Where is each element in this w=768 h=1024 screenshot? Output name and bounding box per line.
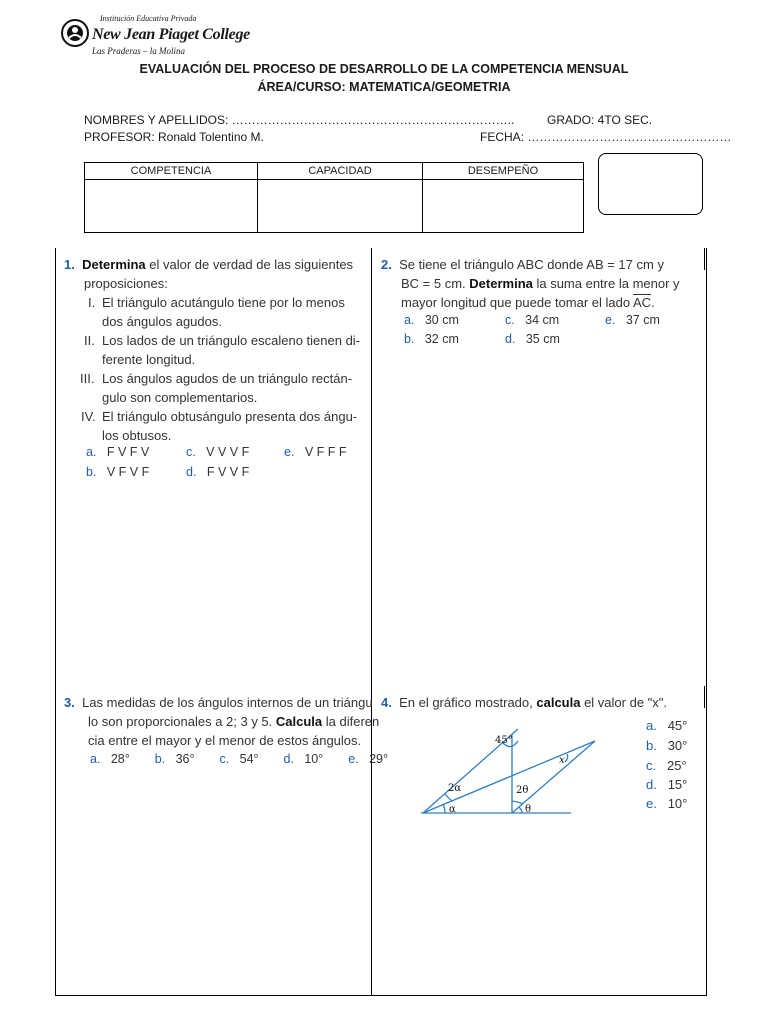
question-3 <box>64 693 388 769</box>
q3-option-d[interactable]: d. 10° <box>283 752 324 766</box>
column-divider <box>371 248 372 996</box>
q2-option-c[interactable]: c. 34 cm <box>505 313 560 327</box>
q1-prop2-l2: ferente longitud. <box>102 352 196 367</box>
date-field[interactable]: FECHA: …………………………………………… <box>480 130 732 144</box>
q4-option-b[interactable]: b. 30° <box>646 738 688 753</box>
figure-arc-2theta <box>512 801 523 804</box>
q3-option-a[interactable]: a. 28° <box>90 752 130 766</box>
q1-prop4-num: IV. <box>81 409 96 424</box>
q2-option-d[interactable]: d. 35 cm <box>505 332 560 346</box>
q1-prop3-l1: Los ángulos agudos de un triángulo rectán- <box>102 371 353 386</box>
q1-prop1-l2: dos ángulos agudos. <box>102 314 222 329</box>
q3-option-c[interactable]: c. 54° <box>219 752 259 766</box>
table-header-capacidad: CAPACIDAD <box>258 163 423 180</box>
q1-verb: Determina <box>82 257 146 272</box>
q1-prop2-num: II. <box>84 333 95 348</box>
figure-arc-alpha <box>443 804 445 813</box>
figure-label-45: 45° <box>495 735 513 746</box>
q1-prop4-l1: El triángulo obtusángulo presenta dos ángu- <box>102 409 358 424</box>
q1-text-line1: el valor de verdad de las siguientes <box>145 257 354 272</box>
q3-number: 3. <box>64 695 75 710</box>
figure-arc-2alpha <box>445 794 453 801</box>
q2-text-line2b: la suma entre la menor y <box>532 276 680 291</box>
table-cell-capacidad[interactable] <box>258 180 423 233</box>
q4-option-c[interactable]: c. 25° <box>646 758 687 773</box>
q4-text-line1: En el gráfico mostrado, <box>399 695 537 710</box>
q3-verb: Calcula <box>275 714 323 729</box>
figure-arc-x <box>565 754 568 762</box>
figure-label-x: x <box>559 755 565 766</box>
logo-subtitle: Institución Educativa Privada <box>100 14 197 23</box>
q2-option-b[interactable]: b. 32 cm <box>404 332 459 346</box>
q3-text-line2b: la diferen <box>322 714 380 729</box>
figure-label-alpha: α <box>449 804 456 815</box>
q4-text-line2: el valor de "x". <box>580 695 668 710</box>
table-header-desempeno: DESEMPEÑO <box>423 163 584 180</box>
q1-prop3-l2: gulo son complementarios. <box>102 390 258 405</box>
q2-text-line2a: BC = 5 cm. <box>401 276 470 291</box>
q3-option-e[interactable]: e. 29° <box>348 752 388 766</box>
q1-option-a[interactable]: a. F V F V <box>86 445 150 459</box>
figure-line-theta <box>512 741 595 813</box>
figure-label-2theta: 2θ <box>516 785 529 796</box>
q1-option-b[interactable]: b. V F V F <box>86 465 150 479</box>
q1-prop3-num: III. <box>80 371 95 386</box>
q4-verb: calcula <box>536 695 581 710</box>
competency-table <box>84 162 584 233</box>
q3-text-line3: cia entre el mayor y el menor de estos ángulos. <box>88 733 362 748</box>
q1-prop4-l2: los obtusos. <box>102 428 172 443</box>
q1-option-d[interactable]: d. F V V F <box>186 465 250 479</box>
question-1 <box>64 255 370 445</box>
q1-prop1-num: I. <box>88 295 96 310</box>
names-field[interactable]: NOMBRES Y APELLIDOS: …………………………………………………………….. <box>84 113 515 127</box>
q1-prop1-l1: El triángulo acutángulo tiene por lo menos <box>102 295 345 310</box>
q4-option-e[interactable]: e. 10° <box>646 796 688 811</box>
teacher-label: PROFESOR: Ronald Tolentino M. <box>84 130 264 144</box>
table-header-competencia: COMPETENCIA <box>85 163 258 180</box>
q1-prop2-l1: Los lados de un triángulo escaleno tienen di- <box>102 333 361 348</box>
q2-option-e[interactable]: e. 37 cm <box>605 313 660 327</box>
grade-label: GRADO: 4TO SEC. <box>547 113 653 127</box>
figure-label-theta: θ <box>525 804 532 815</box>
q2-segment: $\overline{AC}$ <box>633 295 652 310</box>
figure-label-2alpha: 2α <box>448 783 462 794</box>
q2-number: 2. <box>381 257 392 272</box>
q3-text-line1: Las medidas de los ángulos internos de un triángu <box>82 695 373 710</box>
logo-school-name: New Jean Piaget College <box>92 26 250 43</box>
q2-text-line3: mayor longitud que puede tomar el lado <box>401 295 633 310</box>
question-4 <box>381 693 701 712</box>
q1-number: 1. <box>64 257 75 272</box>
q4-geometry-figure <box>415 725 585 825</box>
q4-number: 4. <box>381 695 392 710</box>
q1-text-line2: proposiciones: <box>84 276 168 291</box>
table-cell-desempeno[interactable] <box>423 180 584 233</box>
q1-option-c[interactable]: c. V V V F <box>186 445 250 459</box>
question-2: 2. Se tiene el triángulo ABC donde AB = 17 cm y BC = 5 cm. Determina la suma entre la menor y mayor longitud que puede tomar el lado $\overline{AC}$. <box>381 257 680 310</box>
table-cell-competencia[interactable] <box>85 180 258 233</box>
q3-option-b[interactable]: b. 36° <box>154 752 195 766</box>
logo-location: Las Praderas – la Molina <box>92 46 186 56</box>
score-box[interactable] <box>598 153 703 215</box>
q3-text-line2a: lo son proporcionales a 2; 3 y 5. <box>88 714 276 729</box>
figure-long-diagonal <box>423 741 595 813</box>
q1-option-e[interactable]: e. V F F F <box>284 445 347 459</box>
page-subtitle: ÁREA/CURSO: MATEMATICA/GEOMETRIA <box>257 80 511 94</box>
q2-text-line1: Se tiene el triángulo ABC donde AB = 17 cm y <box>399 257 664 272</box>
q4-option-a[interactable]: a. 45° <box>646 718 688 733</box>
q2-option-a[interactable]: a. 30 cm <box>404 313 459 327</box>
school-logo-icon <box>60 18 90 48</box>
q4-option-d[interactable]: d. 15° <box>646 777 688 792</box>
q2-verb: Determina <box>469 276 533 291</box>
page-title: EVALUACIÓN DEL PROCESO DE DESARROLLO DE LA COMPETENCIA MENSUAL <box>139 62 629 76</box>
figure-arc-theta <box>519 807 522 813</box>
